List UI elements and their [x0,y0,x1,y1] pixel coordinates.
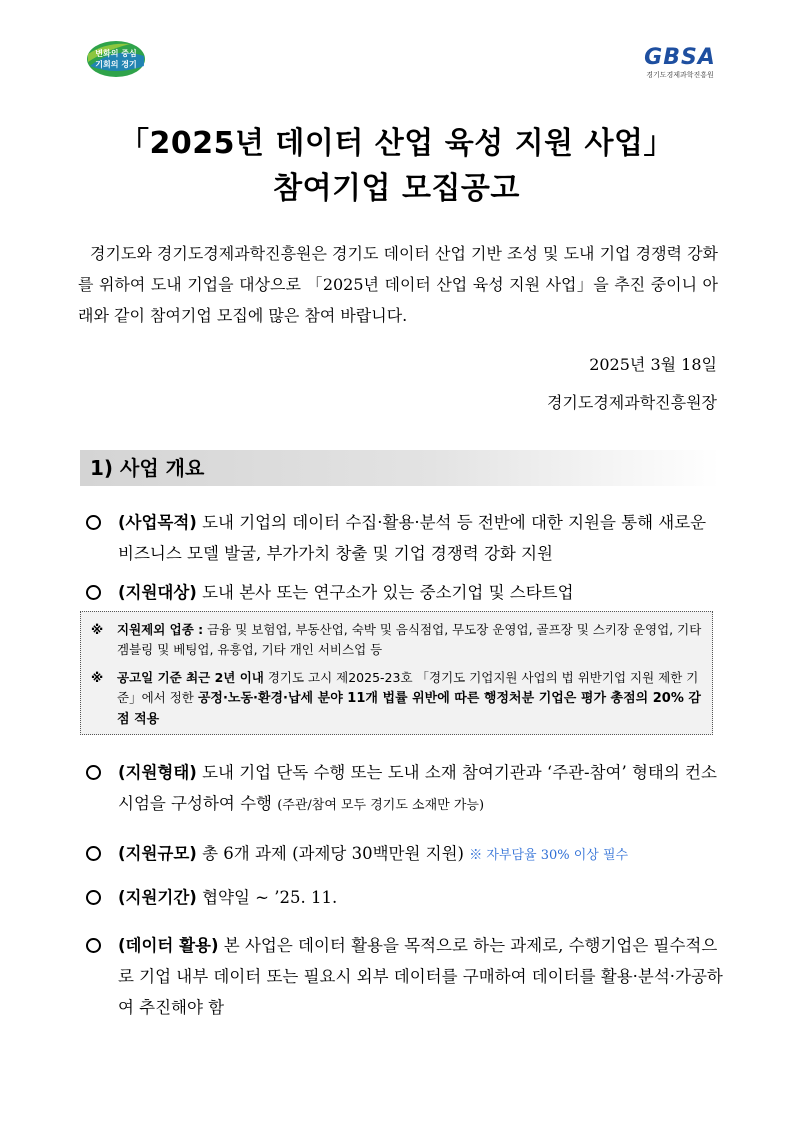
svg-text:변화의 중심: 변화의 중심 [95,49,137,58]
svg-text:GBSA: GBSA [644,45,716,70]
signer: 경기도경제과학진흥원장 [546,393,717,412]
intro-paragraph: 경기도와 경기도경제과학진흥원은 경기도 데이터 산업 기반 조성 및 도내 기업 경쟁력 강화를 위하여 도내 기업을 대상으로 「2025년 데이터 산업 육성 지원 사업」을 추진 중이니 아래와 같이 참여기업 모집에 많은 참여 바랍니다. [78,244,718,325]
gbsa-logo [635,42,725,82]
note-box [80,611,713,735]
list-item-target: (지원대상) 도내 본사 또는 연구소가 있는 중소기업 및 스타트업 [86,577,726,608]
circle-bullet-icon [86,890,101,905]
section-header: 1) 사업 개요 [80,450,720,486]
announcement-date: 2025년 3월 18일 [589,355,717,374]
note-excluded: ※ 지원제외 업종 : 금융 및 보험업, 부동산업, 숙박 및 음식점업, 무도장 운영업, 골프장 및 스키장 운영업, 기타 겜블링 및 베팅업, 유흥업, 기타 개인 서비스업 등 [91,622,702,657]
svg-text:기회의 경기: 기회의 경기 [95,60,137,69]
page-title-line2: 참여기업 모집공고 [273,171,520,206]
svg-text:경기도경제과학진흥원: 경기도경제과학진흥원 [646,71,714,79]
circle-bullet-icon [86,765,101,780]
page-title-line1: 「2025년 데이터 산업 육성 지원 사업」 [119,126,674,161]
circle-bullet-icon [86,938,101,953]
circle-bullet-icon [86,585,101,600]
circle-bullet-icon [86,846,101,861]
gyeonggi-slogan-logo [86,40,146,78]
note-penalty: ※ 공고일 기준 최근 2년 이내 경기도 고시 제2025-23호 「경기도 기업지원 사업의 법 위반기업 지원 제한 기준」에서 정한 공정·노동·환경·납세 분야 11개 법률 위반에 따른 행정처분 기업은 평가 총점의 20% 감점 적용 [91,670,701,727]
list-item-scale: (지원규모) 총 6개 과제 (과제당 30백만원 지원) ※ 자부담율 30% 이상 필수 [86,838,726,871]
list-item-purpose: (사업목적) 도내 기업의 데이터 수집·활용·분석 등 전반에 대한 지원을 통해 새로운 비즈니스 모델 발굴, 부가가치 창출 및 기업 경쟁력 강화 지원 [86,507,726,569]
list-item-data-use: (데이터 활용) 본 사업은 데이터 활용을 목적으로 하는 과제로, 수행기업은 필수적으로 기업 내부 데이터 또는 필요시 외부 데이터를 구매하여 데이터를 활용·분석·가공하여 추진해야 함 [86,930,726,1023]
list-item-period: (지원기간) 협약일 ~ ’25. 11. [86,882,726,913]
list-item-form: (지원형태) 도내 기업 단독 수행 또는 도내 소재 참여기관과 ‘주관-참여’ 형태의 컨소시엄을 구성하여 수행 (주관/참여 모두 경기도 소재만 가능) [86,757,726,821]
circle-bullet-icon [86,515,101,530]
